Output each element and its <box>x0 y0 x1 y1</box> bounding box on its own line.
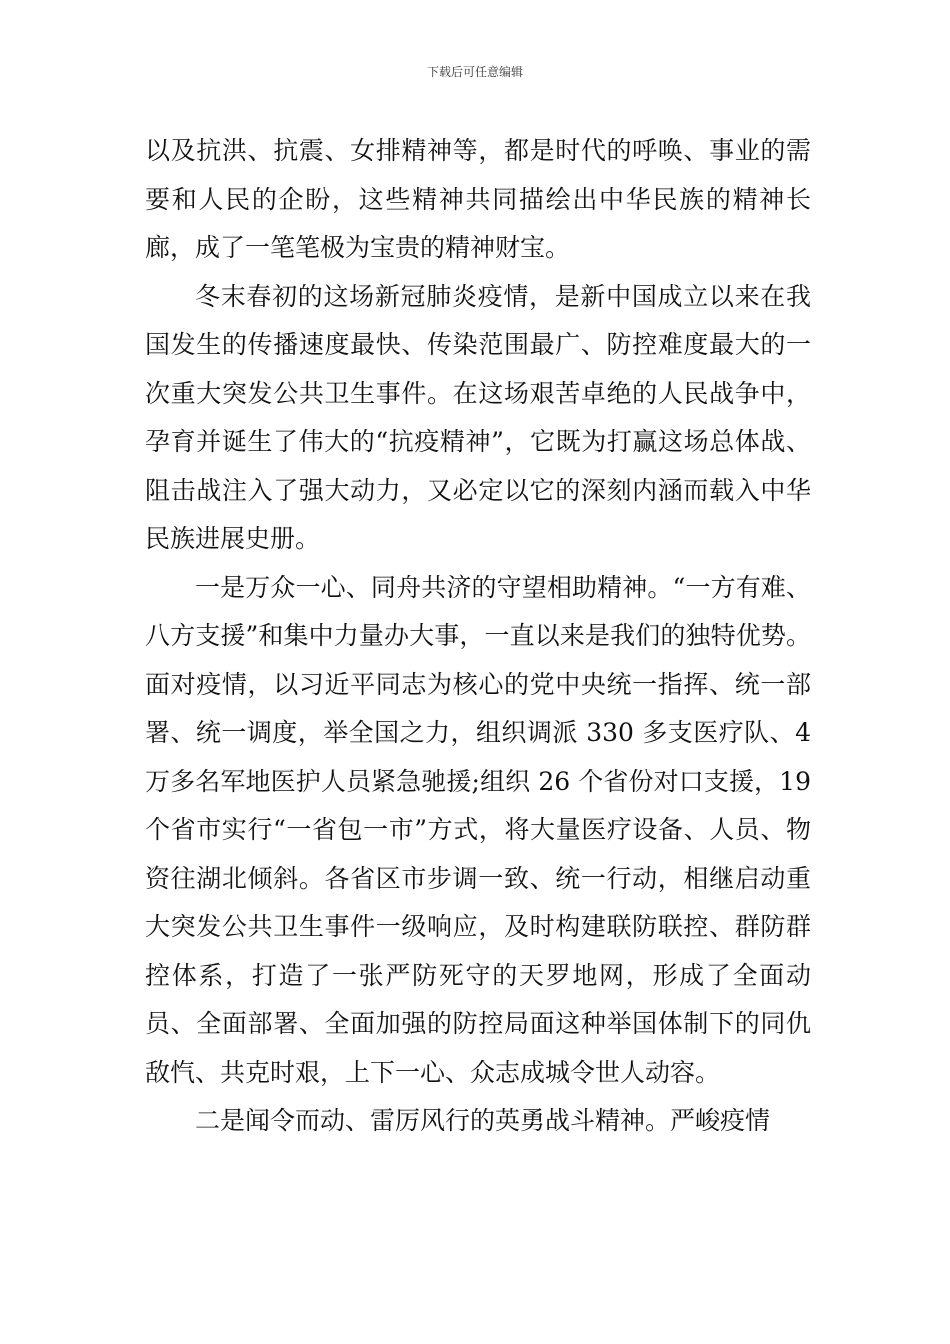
document-body <box>145 127 811 1146</box>
paragraph-3: 一是万众一心、同舟共济的守望相助精神。“一方有难、八方支援”和集中力量办大事，一直以来是我们的独特优势。面对疫情，以习近平同志为核心的党中央统一指挥、统一部署、统一调度，举全国之力，组织调派 330 多支医疗队、4 万多名军地医护人员紧急驰援;组织 26 个省份对口支援，19 个省市实行“一省包一市”方式，将大量医疗设备、人员、物资往湖北倾斜。各省区市步调一致、统一行动，相继启动重大突发公共卫生事件一级响应，及时构建联防联控、群防群控体系，打造了一张严防死守的天罗地网，形成了全面动员、全面部署、全面加强的防控局面这种举国体制下的同仇敌忾、共克时艰，上下一心、众志成城令世人动容。 <box>145 572 811 1087</box>
paragraph-1-continuation: 以及抗洪、抗震、女排精神等，都是时代的呼唤、事业的需要和人民的企盼，这些精神共同描绘出中华民族的精神长廊，成了一笔笔极为宝贵的精神财宝。 <box>145 136 811 262</box>
page-header-note: 下载后可任意编辑 <box>426 65 523 79</box>
paragraph-4: 二是闻令而动、雷厉风行的英勇战斗精神。严峻疫情 <box>195 1106 771 1135</box>
paragraph-2: 冬末春初的这场新冠肺炎疫情，是新中国成立以来在我国发生的传播速度最快、传染范围最广、防控难度最大的一次重大突发公共卫生事件。在这场艰苦卓绝的人民战争中，孕育并诞生了伟大的“抗疫精神”，它既为打赢这场总体战、阻击战注入了强大动力，又必定以它的深刻内涵而载入中华民族进展史册。 <box>145 281 811 553</box>
